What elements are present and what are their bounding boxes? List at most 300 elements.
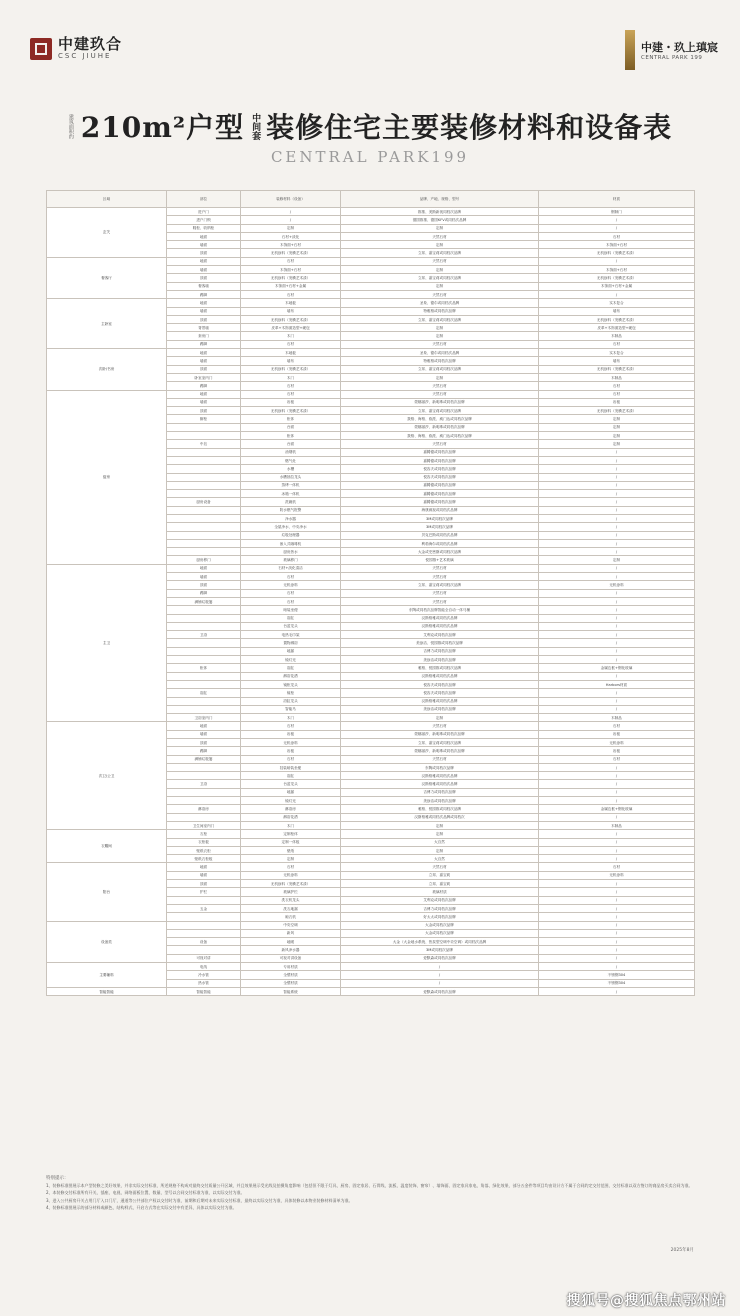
cell-brand: 定制 (341, 324, 539, 332)
cell-texture: / (539, 514, 695, 522)
cell-brand: 定制 (341, 821, 539, 829)
cell-texture: / (539, 763, 695, 771)
cell-part: 设备 (167, 938, 241, 946)
cell-part: 地面 (167, 390, 241, 398)
cell-brand: 吉博力或同档次品牌 (341, 904, 539, 912)
cell-part: 衣柜 (167, 830, 241, 838)
cell-part: 卫生间室内门 (167, 821, 241, 829)
cell-material: 电热毛巾架 (241, 631, 341, 639)
table-row (47, 921, 695, 929)
cell-part (167, 672, 241, 680)
project-logo-right (625, 30, 718, 70)
cell-brand: 悦容夫或同档次品牌 (341, 689, 539, 697)
cell-texture: / (539, 589, 695, 597)
cell-brand: 立邦、嘉宝莉或同档次品牌 (341, 407, 539, 415)
cell-brand: 特雅格或同档次品牌 (341, 307, 539, 315)
cell-material: 油烟机 (241, 448, 341, 456)
cell-material: 石材 (241, 257, 341, 265)
cell-material: / (241, 208, 341, 216)
cell-material: 蒸烤一体机 (241, 481, 341, 489)
cell-brand: 天然石材 (341, 340, 539, 348)
cell-brand: 天然石材 (341, 722, 539, 730)
note-item: 1、装修标准图展示本户型装修之美好效果，并非实际交付标准，所述规格不构成对最终交付质量公开区域，并且效果展示受光线及拍摄角度影响（包括但不限于灯具、厨房、固定家居、石膏线、流板、温度装饰、窗帘）、墙饰面、固定家具家电、角落、绿化效果，部分五金件等项目均由设计方不属于合同约定交付范围，交付标准以双方签订的商品房买卖合同为准。 (46, 1183, 693, 1189)
cell-texture: 木饰面+石材 (539, 266, 695, 274)
notes-title: 特别提示： (46, 1176, 69, 1181)
cell-part (167, 705, 241, 713)
cell-texture: / (539, 830, 695, 838)
cell-part (167, 465, 241, 473)
cell-brand: 美涂洁或同档次品牌 (341, 656, 539, 664)
cell-brand: 定制 (341, 241, 539, 249)
cell-texture: 墙布 (539, 307, 695, 315)
cell-material: 嵌入式咖啡机 (241, 539, 341, 547)
cell-part (167, 622, 241, 630)
cell-texture: 岩板 (539, 398, 695, 406)
cell-texture: / (539, 656, 695, 664)
cell-part: 进户门锁 (167, 216, 241, 224)
brand-logo-left (30, 36, 122, 61)
cell-brand: 爱默森或同档次品牌 (341, 987, 539, 995)
cell-material: 台面 (241, 423, 341, 431)
cell-part: 厨房移门 (167, 556, 241, 564)
cell-material: 台盆龙头 (241, 780, 341, 788)
cell-part (167, 514, 241, 522)
cell-texture: 木饰面+石材+金属 (539, 282, 695, 290)
cell-texture: / (539, 257, 695, 265)
title-sub: 中间套 (250, 112, 261, 140)
cell-material: 浴缸 (241, 772, 341, 780)
cell-brand: / (341, 971, 539, 979)
cell-part: 满铺垃圾篓 (167, 755, 241, 763)
cell-material: 镜灯光 (241, 656, 341, 664)
cell-material: 无机涂料（发横艺术漆） (241, 880, 341, 888)
header-part: 部位 (167, 191, 241, 208)
table-row (47, 722, 695, 730)
cell-brand: 吉博力或同档次品牌 (341, 788, 539, 796)
cell-texture: / (539, 880, 695, 888)
cell-part: 墙面 (167, 357, 241, 365)
brand-name-en: CSC JIUHE (58, 52, 112, 60)
cell-brand: 天然石材 (341, 755, 539, 763)
cell-part: 护栏 (167, 888, 241, 896)
cell-texture: / (539, 697, 695, 705)
cell-texture: / (539, 896, 695, 904)
cell-brand: 天然石材 (341, 863, 539, 871)
table-row (47, 257, 695, 265)
cell-texture: / (539, 639, 695, 647)
cell-material: 专用材质 (241, 963, 341, 971)
cell-material: 木饰面+石材 (241, 241, 341, 249)
cell-texture: / (539, 473, 695, 481)
cell-brand: 悦容夫或同档次品牌 (341, 465, 539, 473)
cell-part: 热水管 (167, 979, 241, 987)
cell-texture: / (539, 573, 695, 581)
cell-material: 石材 (241, 390, 341, 398)
cell-material: 台盆龙头 (241, 622, 341, 630)
cell-material: 岩板 (241, 398, 341, 406)
cell-brand: 东陶或同档次品牌 (341, 763, 539, 771)
cell-texture: 无机涂料（发横艺术漆） (539, 407, 695, 415)
cell-part (167, 639, 241, 647)
cell-brand: 天然石材 (341, 390, 539, 398)
cell-texture: / (539, 888, 695, 896)
cell-material: 木饰面+石材 (241, 266, 341, 274)
cell-brand: 嘉腾德或同档次品牌 (341, 481, 539, 489)
cell-texture: 石材 (539, 340, 695, 348)
cell-texture: / (539, 689, 695, 697)
cell-brand: 东陶或同档次品牌智能全自动一体马桶 (341, 606, 539, 614)
cell-texture: 皮革+木饰面造型+硬包 (539, 324, 695, 332)
cell-brand: 天然石材 (341, 382, 539, 390)
cell-material: 玻璃护栏 (241, 888, 341, 896)
cell-texture: 定制 (539, 432, 695, 440)
cell-material: 石材 (241, 573, 341, 581)
cell-part: 壁纸衣柜板 (167, 855, 241, 863)
cell-texture: / (539, 705, 695, 713)
cell-brand: 立邦、嘉宝莉或同档次品牌 (341, 365, 539, 373)
cell-brand: 汉斯格雅或同档次品牌 (341, 614, 539, 622)
cell-brand: 雅格、悦园推或同档次品牌 (341, 805, 539, 813)
cell-brand: 好太太或同档次品牌 (341, 913, 539, 921)
cell-part (167, 473, 241, 481)
cell-area: 厨房 (47, 390, 167, 564)
cell-texture: 金属边框+钢化玻璃 (539, 664, 695, 672)
cell-brand: 汉斯格雅或同档次品牌 (341, 780, 539, 788)
cell-part (167, 797, 241, 805)
note-item: 3、进入公共厨房开关占用门厅入口门厅，通道等公共部位产权以交付时为准，前期和后期对未来实际交付标准，最终以实际交付为准，具体装修以本物业装修材料清单为准。 (46, 1197, 353, 1203)
cell-brand: 特雅格或同档次品牌 (341, 357, 539, 365)
cell-texture: / (539, 838, 695, 846)
cell-brand: 定制 (341, 714, 539, 722)
cell-material: 置物淋浴 (241, 639, 341, 647)
header-brand: 品牌、产地、规格、型号 (341, 191, 539, 208)
cell-part: 墙面 (167, 307, 241, 315)
cell-material: 无机涂料 (241, 581, 341, 589)
cell-part: 踢脚 (167, 290, 241, 298)
cell-brand: 汉斯格雅或同档次品牌或同档次 (341, 813, 539, 821)
cell-brand: 蒙娜丽莎、新明珠或同档次品牌 (341, 398, 539, 406)
cell-brand: 嘉腾德或同档次品牌 (341, 490, 539, 498)
cell-texture: 木制品 (539, 821, 695, 829)
cell-area: 主卧室 (47, 299, 167, 349)
table-body (47, 208, 695, 996)
cell-part: 餐客墙 (167, 282, 241, 290)
header-texture: 材质 (539, 191, 695, 208)
cell-texture: / (539, 622, 695, 630)
cell-material: 镜柜龙头 (241, 680, 341, 688)
cell-texture: 石材 (539, 390, 695, 398)
cell-brand: 立邦、嘉宝莉或同档次品牌 (341, 739, 539, 747)
cell-part (167, 896, 241, 904)
cell-material: 智能系统 (241, 987, 341, 995)
cell-part: 踢脚 (167, 340, 241, 348)
cell-brand: 定制 (341, 266, 539, 274)
cell-brand: 天然石材 (341, 290, 539, 298)
cell-texture: / (539, 929, 695, 937)
cell-texture: / (539, 672, 695, 680)
cell-material: 智能马 (241, 705, 341, 713)
cell-material: 浴缸 (241, 614, 341, 622)
cell-brand: 大自然 (341, 855, 539, 863)
cell-part (167, 481, 241, 489)
cell-material: 洗碗机 (241, 498, 341, 506)
cell-area: 衣帽间 (47, 830, 167, 863)
cell-brand: / (341, 963, 539, 971)
table-header-row (47, 191, 695, 208)
cell-material: 淋浴房 (241, 805, 341, 813)
cell-texture: / (539, 904, 695, 912)
cell-material: 无机涂料（发横艺术漆） (241, 315, 341, 323)
cell-texture: 木制品 (539, 373, 695, 381)
cell-part: 踢脚 (167, 382, 241, 390)
cell-texture: / (539, 797, 695, 805)
cell-part: 卫浴 (167, 631, 241, 639)
cell-part: 地面 (167, 299, 241, 307)
cell-material: 全塑材质 (241, 971, 341, 979)
cell-brand: 大金或史密斯或同档次品牌 (341, 548, 539, 556)
cell-material: 镜灯光 (241, 797, 341, 805)
cell-part (167, 531, 241, 539)
cell-material: 台面 (241, 440, 341, 448)
cell-material: 墙布 (241, 307, 341, 315)
cell-part: 冷水管 (167, 971, 241, 979)
cell-texture: 定制 (539, 415, 695, 423)
cell-texture: 不锈钢304 (539, 971, 695, 979)
project-name-cn: 中建・玖上瑱宸 (641, 41, 718, 54)
cell-brand: 立邦、嘉宝莉或同档次品牌 (341, 249, 539, 257)
cell-brand: 天然石材 (341, 232, 539, 240)
cell-part: 地面 (167, 722, 241, 730)
cell-texture: / (539, 846, 695, 854)
cell-material: 水槽抽拉龙头 (241, 473, 341, 481)
cell-area: 主卫 (47, 564, 167, 722)
cell-part: 五金 (167, 904, 241, 912)
cell-part: 墙面 (167, 241, 241, 249)
cell-brand: / (341, 979, 539, 987)
cell-material: 垃圾处理器 (241, 531, 341, 539)
cell-material: 定制 (241, 855, 341, 863)
cell-texture: 岩板 (539, 747, 695, 755)
cell-material: 石材 (241, 290, 341, 298)
cell-brand: 3M或同档次品牌 (341, 514, 539, 522)
cell-brand: 蒙娜丽莎、新明珠或同档次品牌 (341, 423, 539, 431)
cell-material: 水槽 (241, 465, 341, 473)
brand-mark-icon (30, 38, 52, 60)
cell-part: 顶面 (167, 274, 241, 282)
cell-material: 淋浴花洒 (241, 672, 341, 680)
cell-part (167, 432, 241, 440)
cell-brand: 立邦、嘉宝莉或同档次品牌 (341, 315, 539, 323)
cell-texture: 无机涂料 (539, 739, 695, 747)
page-header (0, 0, 740, 185)
cell-texture: 无机涂料 (539, 581, 695, 589)
cell-texture: 石材 (539, 722, 695, 730)
project-name-en: CENTRAL PARK 199 (641, 55, 703, 61)
cell-texture: / (539, 456, 695, 464)
cell-material: 石材+淡化 (241, 232, 341, 240)
table-row (47, 564, 695, 572)
note-item: 4、装修标准图展示的部分材料或颜色、结构样式、开启方式等在实际交付中有差异，具体以实际交付为准。 (46, 1204, 237, 1210)
cell-material: 石材+淡化清洁 (241, 564, 341, 572)
cell-part: 衣柜板 (167, 838, 241, 846)
cell-brand: 圣象、德尔或同档次品牌 (341, 349, 539, 357)
cell-material: 燃气灶 (241, 456, 341, 464)
cell-material: 柜体 (241, 432, 341, 440)
cell-part: 厨房设备 (167, 498, 241, 506)
watermark: 搜狐号@搜狐焦点鄂州站 (566, 1293, 726, 1309)
cell-brand: 汉斯格雅或同档次品牌 (341, 622, 539, 630)
cell-material: 洗衣地漏 (241, 904, 341, 912)
cell-brand: 3M或同档次品牌 (341, 946, 539, 954)
cell-material: 浴缸龙头 (241, 697, 341, 705)
cell-part (167, 423, 241, 431)
cell-texture: 实木复合 (539, 349, 695, 357)
cell-material: 地漏 (241, 788, 341, 796)
cell-brand: 天然石材 (341, 440, 539, 448)
cell-texture: / (539, 490, 695, 498)
cell-brand: 悦园推+艺术玻璃 (341, 556, 539, 564)
cell-texture: 钢制门 (539, 208, 695, 216)
cell-texture: / (539, 224, 695, 232)
cell-material: 定制柜体 (241, 830, 341, 838)
cell-material: 岩板 (241, 730, 341, 738)
cell-texture: 不锈钢304 (539, 979, 695, 987)
cell-brand: 艾利克或同档次品牌 (341, 896, 539, 904)
table-row (47, 863, 695, 871)
table-row (47, 390, 695, 398)
cell-part (167, 490, 241, 498)
cell-part: 满铺垃圾篓 (167, 597, 241, 605)
cell-area: 智能智能 (47, 987, 167, 995)
cell-part: 柜体 (167, 664, 241, 672)
cell-texture: / (539, 531, 695, 539)
cell-part (167, 680, 241, 688)
table-row (47, 963, 695, 971)
cell-material: 柜体 (241, 415, 341, 423)
cell-part (167, 523, 241, 531)
cell-material: 厨房热水 (241, 548, 341, 556)
cell-part (167, 506, 241, 514)
materials-table (46, 190, 695, 996)
cell-texture: / (539, 772, 695, 780)
cell-part: 墙面 (167, 871, 241, 879)
cell-part (167, 606, 241, 614)
cell-part (167, 772, 241, 780)
cell-brand: 蒙娜丽莎、新明珠或同档次品牌 (341, 747, 539, 755)
cell-texture: / (539, 498, 695, 506)
cell-brand: 汉斯格雅或同档次品牌 (341, 697, 539, 705)
cell-brand: 3M或同档次品牌 (341, 523, 539, 531)
cell-texture: / (539, 216, 695, 224)
cell-texture: 定制 (539, 556, 695, 564)
cell-part (167, 946, 241, 954)
cell-texture: / (539, 647, 695, 655)
cell-brand: 天然石材 (341, 573, 539, 581)
table-row (47, 208, 695, 216)
cell-part (167, 448, 241, 456)
cell-part: 淋浴房 (167, 805, 241, 813)
cell-texture: / (539, 954, 695, 962)
cell-part: 地面 (167, 863, 241, 871)
cell-material: 全屋净水、中央净水 (241, 523, 341, 531)
cell-texture: / (539, 780, 695, 788)
cell-part (167, 656, 241, 664)
cell-texture: 无机涂料 (539, 871, 695, 879)
cell-part (167, 813, 241, 821)
cell-brand: 定制 (341, 224, 539, 232)
cell-part: 顶面 (167, 407, 241, 415)
cell-part: 踢脚 (167, 589, 241, 597)
cell-brand: 我格、海格、欧派、威门达或同档次品牌 (341, 432, 539, 440)
cell-brand: 嘉腾德或同档次品牌 (341, 456, 539, 464)
cell-part: 鞋柜、收纳柜 (167, 224, 241, 232)
page-title (0, 106, 740, 146)
cell-texture: 定制 (539, 440, 695, 448)
cell-texture: 无机涂料（发横艺术漆） (539, 274, 695, 282)
cell-material: 无机涂料（发横艺术漆） (241, 365, 341, 373)
cell-part: 墙面 (167, 573, 241, 581)
cell-material: 皮革+木饰面造型+硬包 (241, 324, 341, 332)
cell-texture: 木饰面+石材 (539, 241, 695, 249)
cell-texture: / (539, 606, 695, 614)
cell-texture: 岩板 (539, 730, 695, 738)
cell-part: 地面 (167, 232, 241, 240)
cell-brand: 悦容夫或同档次品牌 (341, 473, 539, 481)
cell-material: 可视对讲设备 (241, 954, 341, 962)
cell-part (167, 539, 241, 547)
cell-texture: 木制品 (539, 714, 695, 722)
cell-brand: 蒙娜丽莎、新明珠或同档次品牌 (341, 730, 539, 738)
cell-texture: 木制品 (539, 332, 695, 340)
title-unit-type: 210m²户型 (80, 111, 245, 144)
cell-texture: / (539, 614, 695, 622)
cell-part: 顶面 (167, 581, 241, 589)
cell-part (167, 614, 241, 622)
cell-brand: 立邦、嘉宝莉或同档次品牌 (341, 581, 539, 589)
cell-area: 设备类 (47, 921, 167, 962)
cell-material: 木门 (241, 821, 341, 829)
cell-area: 玄关 (47, 208, 167, 258)
cell-material: 暗装坐便 (241, 606, 341, 614)
cell-part: 卫浴 (167, 780, 241, 788)
cell-brand: 吉博力或同档次品牌 (341, 647, 539, 655)
cell-texture: / (539, 481, 695, 489)
cell-material: 木地板 (241, 299, 341, 307)
cell-texture: / (539, 448, 695, 456)
cell-material: 木饰面+石材+金属 (241, 282, 341, 290)
cell-brand: 美涂洁或同档次品牌 (341, 797, 539, 805)
cell-texture: / (539, 938, 695, 946)
cell-part: 卧室室内门 (167, 373, 241, 381)
cell-part: 进户门 (167, 208, 241, 216)
cell-material: 全塑材质 (241, 979, 341, 987)
cell-material: 石材 (241, 863, 341, 871)
cell-material: 墙布 (241, 357, 341, 365)
cell-material: 地暖 (241, 938, 341, 946)
cell-texture: 实木复合 (539, 299, 695, 307)
cell-texture: / (539, 987, 695, 995)
cell-part: 橱柜 (167, 415, 241, 423)
cell-part (167, 929, 241, 937)
cell-texture: 无机涂料（发横艺术漆） (539, 365, 695, 373)
notes-date: 2025年8月 (670, 1248, 694, 1253)
cell-area: 阳台 (47, 863, 167, 921)
cell-part (167, 647, 241, 655)
cell-texture: / (539, 855, 695, 863)
cell-material: 淋浴花洒 (241, 813, 341, 821)
title-text: 装修住宅主要装修材料和设备表 (266, 111, 673, 144)
cell-part: 踢脚 (167, 747, 241, 755)
